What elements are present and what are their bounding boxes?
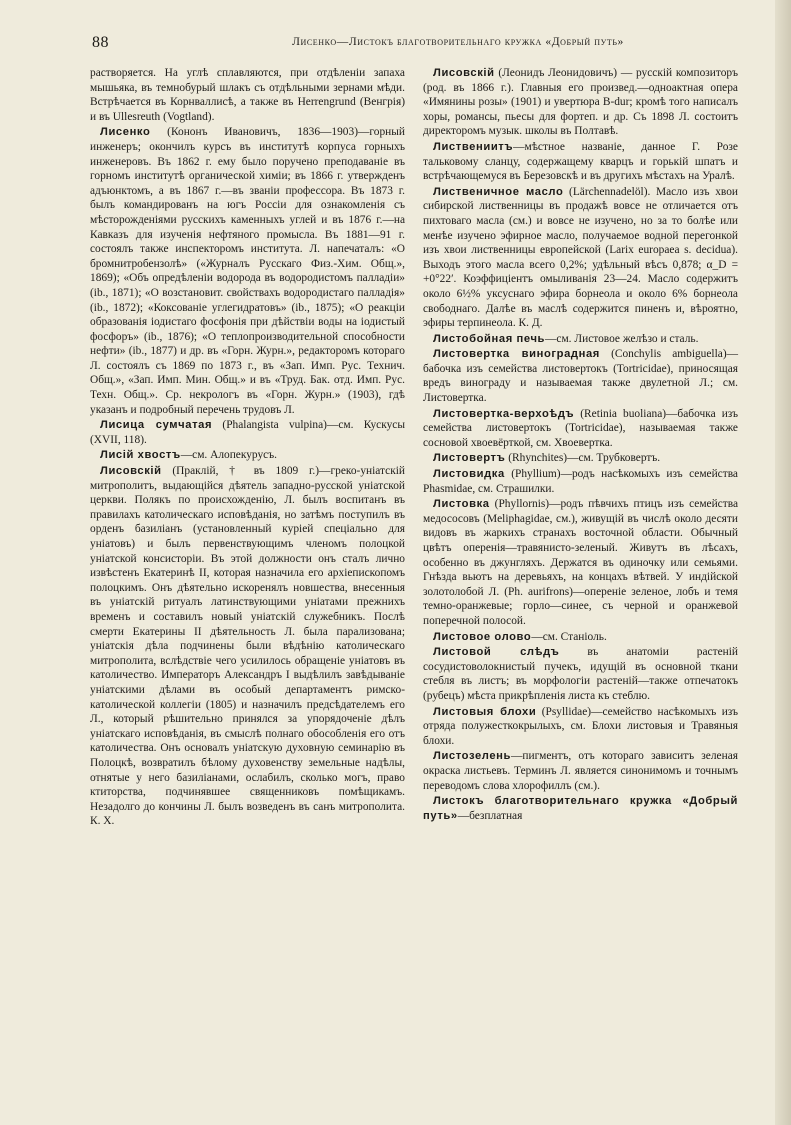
entry-headword: Лисица сумчатая [100,419,213,432]
dictionary-entry [423,185,738,331]
entry-text: —см. Станіоль. [531,630,607,643]
dictionary-entry [423,347,738,405]
entry-headword: Лисій хвостъ [100,449,181,462]
entry-text: —безплатная [457,809,523,822]
entry-text: —мѣстное названіе, данное Г. Розе тальковому сланцу, содержащему кварцъ и горькій шпатъ и встрѣчающемуся въ Березовскѣ и въ другихъ мѣстахъ на Уралѣ. [423,140,738,183]
dictionary-entry [423,467,738,496]
entry-text: —см. Листовое желѣзо и сталь. [545,332,699,345]
entry-text: (Conchylis ambiguella)—бабочка изъ семейства листовертокъ (Tortricidae), приносящая вредъ винограду и называемая также двулетной Л.; см. Листовертка. [423,348,738,405]
dictionary-entry [423,497,738,628]
entry-headword: Листобойная печь [433,332,546,345]
entry-headword: Листовка [433,498,490,511]
running-head: Лисенко—Листокъ благотворительнаго кружка «Добрый путь» [292,36,624,48]
entry-text: въ анатоміи растеній сосудистоволокнистый пучекъ, идущій въ основной ткани стебля въ листъ; въ морфологіи растеній—также отпечатокъ (рубецъ) мѣста прикрѣпленія листа къ стеблю. [423,646,738,702]
entry-text: (Psyllidae)—семейство насѣкомыхъ изъ отряда полужесткокрылыхъ, см. Блохи листовыя и Травяныя блохи. [423,705,738,747]
page-number: 88 [92,34,109,51]
dictionary-entry [423,140,738,184]
dictionary-entry [90,66,405,124]
page-header [92,34,732,58]
entry-headword: Листокъ благотворительнаго кружка «Добрый путь» [423,795,738,822]
entry-text: (Phyllium)—родъ насѣкомыхъ изъ семейства Phasmidae, см. Страшилки. [423,468,738,495]
dictionary-entry [90,448,405,463]
entry-headword: Листовой слѣдъ [433,646,560,659]
dictionary-entry [423,794,738,823]
entry-headword: Листвениитъ [433,140,514,153]
entry-headword: Листозелень [433,750,512,763]
dictionary-entry [423,332,738,347]
dictionary-entry [90,464,405,829]
entry-text: (Phalangista vulpina)—см. Кускусы (XVII, 118). [90,419,405,446]
entry-headword: Лисовскій [100,465,162,478]
entry-headword: Лиственичное масло [433,185,564,198]
dictionary-entry [423,705,738,749]
book-spine-shadow [775,0,791,1125]
entry-headword: Лисовскій [433,67,495,79]
dictionary-entry [90,418,405,447]
entry-headword: Лисенко [100,126,151,139]
entry-headword: Листовертъ [433,452,506,465]
right-column [423,66,738,824]
dictionary-entry [423,451,738,466]
dictionary-entry [423,645,738,703]
dictionary-entry [90,125,405,417]
entry-headword: Листовыя блохи [433,705,537,718]
left-column [90,66,405,830]
dictionary-entry [423,630,738,645]
entry-headword: Листовертка виноградная [433,348,600,361]
entry-text: (Phyllornis)—родъ пѣвчихъ птицъ изъ семейства медососовъ (Meliphagidae, см.), живущій въ числѣ около десяти видовъ въ жаркихъ странахъ восточной области. Обычный цвѣтъ оперенія—травянисто-зеленый. Живутъ въ лѣсахъ, особенно въ джунгляхъ. Держатся въ одиночку или семьями. Гнѣзда вьютъ на деревьяхъ, на концахъ вѣтвей. У индійской золотолобой Л. (Ph. aurifrons)—опереніе зеленое, лобъ и темя темно-оранжевые; горло—синее, съ черной и оранжевой поперечной полосой. [423,498,738,627]
entry-text: (Леонидъ Леонидовичъ) — русскій композиторъ (род. въ 1866 г.). Главныя его произвед.—одноактная опера «Имянины розы» (1901) и увертюра B-dur; кромѣ того написалъ хоры, романсы, пьесы для фортеп. и др. Съ 1898 Л. состоитъ директоромъ музык. школы въ Полтавѣ. [423,67,738,138]
entry-text: (Retinia buoliana)—бабочка изъ семейства листовертокъ (Tortricidae), называемая также сосновой хвоевёрткой, см. Хвоевертка. [423,407,738,449]
dictionary-entry [423,66,738,139]
entry-headword: Листовидка [433,468,505,481]
entry-text: —пигментъ, отъ котораго зависитъ зеленая окраска листьевъ. Терминъ Л. является синонимомъ и точнымъ переводомъ слова хлорофиллъ (см.). [423,750,738,792]
dictionary-entry [423,407,738,451]
entry-text: —см. Алопекурусъ. [180,449,277,462]
entry-text: (Кононъ Ивановичъ, 1836—1903)—горный инженеръ; окончилъ курсъ въ институтѣ корпуса горныхъ инженеровъ. Въ 1862 г. ему было поручено преподаваніе въ горномъ институтѣ органической химіи; въ 1866 г. утвержденъ адъюнктомъ, а въ 1867 г.—въ званіи профессора. Въ 1873 г. былъ командированъ на югъ Россіи для ознакомленія съ мѣсторожденіями русскихъ каменныхъ углей и въ 1876 г.—на Кавказъ для изученія нефтяного промысла. Въ 1881—91 г. состоялъ также инспекторомъ института. Л. напечаталъ: «О бромнитробензолѣ» («Журналъ Русскаго Физ.-Хим. Общ.», 1869); «Объ опредѣленіи водорода въ водородистомъ палладіи» (ib., 1871); «О возстановит. свойствахъ водородистаго палладія» (ib., 1872); «Коксованіе углегидратовъ» (ib., 1875); «О реакціи образованія іодистаго фосфонія при дѣйствіи воды на іодистый фосфоръ» (ib., 1876); «О теплопроизводительной способности нефти» (ib., 1877) и др. въ «Горн. Журн.», редакторомъ котораго Л. состоялъ съ 1869 по 1873 г., въ «Зап. Имп. Рус. Технич. Общ.», «Зап. Имп. Мин. Общ.» и въ «Труд. Бак. отд. Имп. Рус. Техн. Общ.». Ср. некрологъ въ «Горн. Журн.» (1903), гдѣ указанъ и подробный перечень трудовъ Л. [90,126,405,416]
entry-text: (Lärchennadelöl). Масло изъ хвои сибирской лиственницы въ продажѣ вовсе не отличается отъ пихтоваго масла (см.) и вовсе не изучено, но за то болѣе или менѣе изучено эфирное масло, получаемое водной перегонкой изъ хвои лиственницы европейской (Larix europaea s. decidua). Выходъ этого масла всего 0,2%; удѣльный вѣсъ 0,878; α_D = +0°22′. Коэффиціентъ омыливанія 23—24. Масло содержитъ около 6½% уксуснаго эфира борнеола и около 6% борнеола свободнаго. Далѣе въ маслѣ содержится пиненъ и, вѣроятно, эфиры терпинеола. К. Д. [423,185,738,330]
dictionary-entry [423,749,738,793]
entry-text: (Праклій, † въ 1809 г.)—греко-уніатскій митрополитъ, выдающійся дѣятель западно-русской уніатской церкви. Полякъ по происхожденію, Л. былъ воспитанъ въ правилахъ католическаго исповѣданія, но затѣмъ поступилъ въ орденъ базиліанъ (установленный куріей спеціально для уніатовъ) и былъ первенствующимъ членомъ полоцкой уніатской консисторіи. Въ этой должности онъ сталъ лично извѣстенъ Екатеринѣ II, которая назначила его архіепископомъ полоцкимъ. Онъ дѣятельно искоренялъ новшества, внесенныя въ уніатскій ритуалъ латинствующими уніатами прежнихъ временъ и составилъ новый уніатскій служебникъ. Послѣ смерти Екатерины II дѣятельность Л. была парализована; уніатскія дѣла подчинены были вѣдѣнію католическаго митрополита, вслѣдствіе чего усилилось обращеніе уніатовъ въ католичество. Императоръ Александръ I выдѣлилъ завѣдываніе уніатскими дѣлами въ особый департаментъ римско-католической коллегіи (1805) и назначилъ предсѣдателемъ его Л., который рѣшительно принялся за упорядоченіе дѣлъ уніатскаго исповѣданія, въ смыслѣ полнаго обособленія его отъ католичества. Онъ основалъ уніатскую духовную семинарію въ Полоцкѣ, возвратилъ бѣлому духовенству земельные надѣлы, отнятые у него базиліанами, ослабилъ, сколько могъ, право ктиторства, подчинявшее священниковъ помѣщикамъ. Незадолго до кончины Л. былъ возведенъ въ санъ митрополита. К. Х. [90,465,405,828]
entry-text: (Rhynchites)—см. Трубковертъ. [505,452,661,465]
entry-text: растворяется. На углѣ сплавляются, при отдѣленіи запаха мышьяка, въ темнобурый шлакъ съ отдѣльными зернами мѣди. Встрѣчается въ Корнваллисѣ, а также въ Herrengrund (Венгрія) и въ Ullesreuth (Vogtland). [90,67,405,123]
entry-headword: Листовое олово [433,630,532,643]
entry-headword: Листовертка-верхоѣдъ [433,407,575,420]
